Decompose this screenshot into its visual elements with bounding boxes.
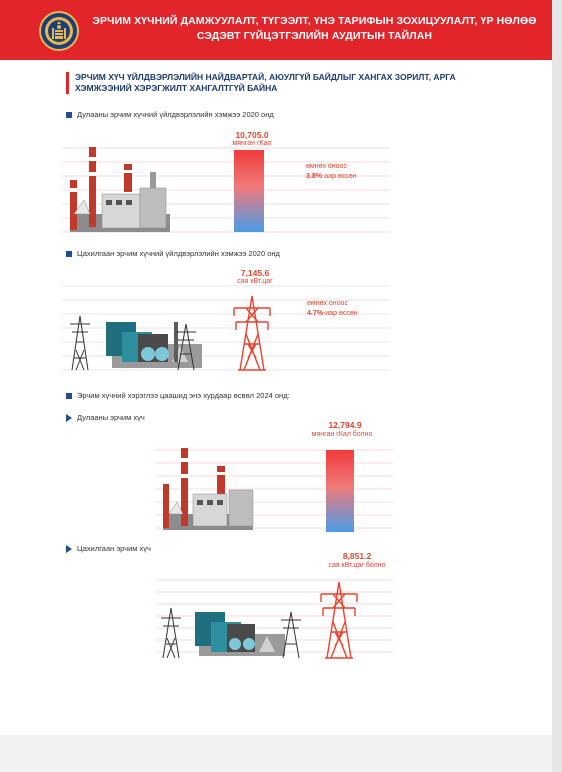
forecast-power-label [66, 544, 151, 553]
forecast-heat-label-text: Дулааны эрчим хүч [77, 413, 145, 422]
thermal-plant-icon [70, 147, 170, 232]
heat-2020-growth [306, 173, 357, 180]
power-plant-icon [106, 322, 202, 368]
forecast-power-label-text: Цахилгаан эрчим хүч [77, 544, 151, 553]
power-plant-icon [195, 612, 285, 656]
soyombo-emblem-icon [39, 11, 79, 51]
heat-bar-icon [234, 150, 264, 232]
heat-2020-growth-suffix: -аар өссөн [321, 173, 357, 180]
power-2020-value: 7,145.6 [240, 268, 270, 278]
power-2020-label [66, 249, 280, 258]
transmission-tower-icon [321, 582, 357, 658]
viewer-scrollbar[interactable] [552, 0, 562, 772]
heat-2020-pct: 3.8% [306, 173, 322, 180]
power-2020-growth [307, 310, 358, 317]
heat-2020-value: 10,705.0 [235, 130, 269, 140]
forecast-heat-label [66, 413, 145, 422]
pylon-left-icon [70, 316, 90, 370]
triangle-bullet-icon [66, 545, 72, 553]
forecast-label-text: Эрчим хүчний хэрэглээ цаашид энэ хурдаар өсвөл 2024 онд: [77, 391, 290, 400]
forecast-power-graphic [155, 572, 395, 662]
heat-bar-icon [326, 450, 354, 532]
power-2020-pct: 4.7% [307, 310, 323, 317]
forecast-power-value: 8,851.2 [342, 551, 372, 561]
triangle-bullet-icon [66, 414, 72, 422]
square-bullet-icon [66, 112, 72, 118]
heat-2020-label [66, 110, 274, 119]
header-banner [0, 0, 552, 60]
report-title: ЭРЧИМ ХҮЧНИЙ ДАМЖУУЛАЛТ, ТҮГЭЭЛТ, ҮНЭ ТАРИФЫН ЗОХИЦУУЛАЛТ, ҮР НӨЛӨӨ СЭДЭВТ ГҮЙЦЭТГЭЛИЙН АУДИТЫН ТАЙЛАН [92, 15, 537, 42]
heat-2020-compare: өмнөх оноос [306, 163, 347, 170]
forecast-heat-graphic [155, 440, 395, 535]
forecast-heat-value: 12,794.9 [328, 420, 362, 430]
power-2020-compare: өмнөх оноос [307, 300, 348, 307]
power-2020-label-text: Цахилгаан эрчим хүчний үйлдвэрлэлийн хэмжээ 2020 онд [77, 249, 280, 258]
square-bullet-icon [66, 251, 72, 257]
power-2020-growth-suffix: -иар өссөн [322, 310, 358, 317]
power-2020-unit: сая кВт.цаг [237, 278, 273, 285]
square-bullet-icon [66, 393, 72, 399]
forecast-power-unit: сая кВт.цаг болно [328, 562, 386, 569]
pylon-left-icon [161, 608, 181, 658]
heat-2020-unit: мянган гКал [232, 140, 272, 147]
heat-2020-label-text: Дулааны эрчим хүчний үйлдвэрлэлийн хэмжээ 2020 онд [77, 110, 274, 119]
section-title: ЭРЧИМ ХҮЧ ҮЙЛДВЭРЛЭЛИЙН НАЙДВАРТАЙ, АЮУЛГҮЙ БАЙДЛЫГ ХАНГАХ ЗОРИЛТ, АРГА ХЭМЖЭЭНИЙ ХЭРЭГЖИЛТ ХАНГАЛТГҮЙ БАЙНА [66, 72, 506, 94]
forecast-label [66, 391, 290, 400]
forecast-heat-unit: мянган гКал болно [311, 431, 373, 438]
transmission-tower-icon [234, 296, 270, 370]
